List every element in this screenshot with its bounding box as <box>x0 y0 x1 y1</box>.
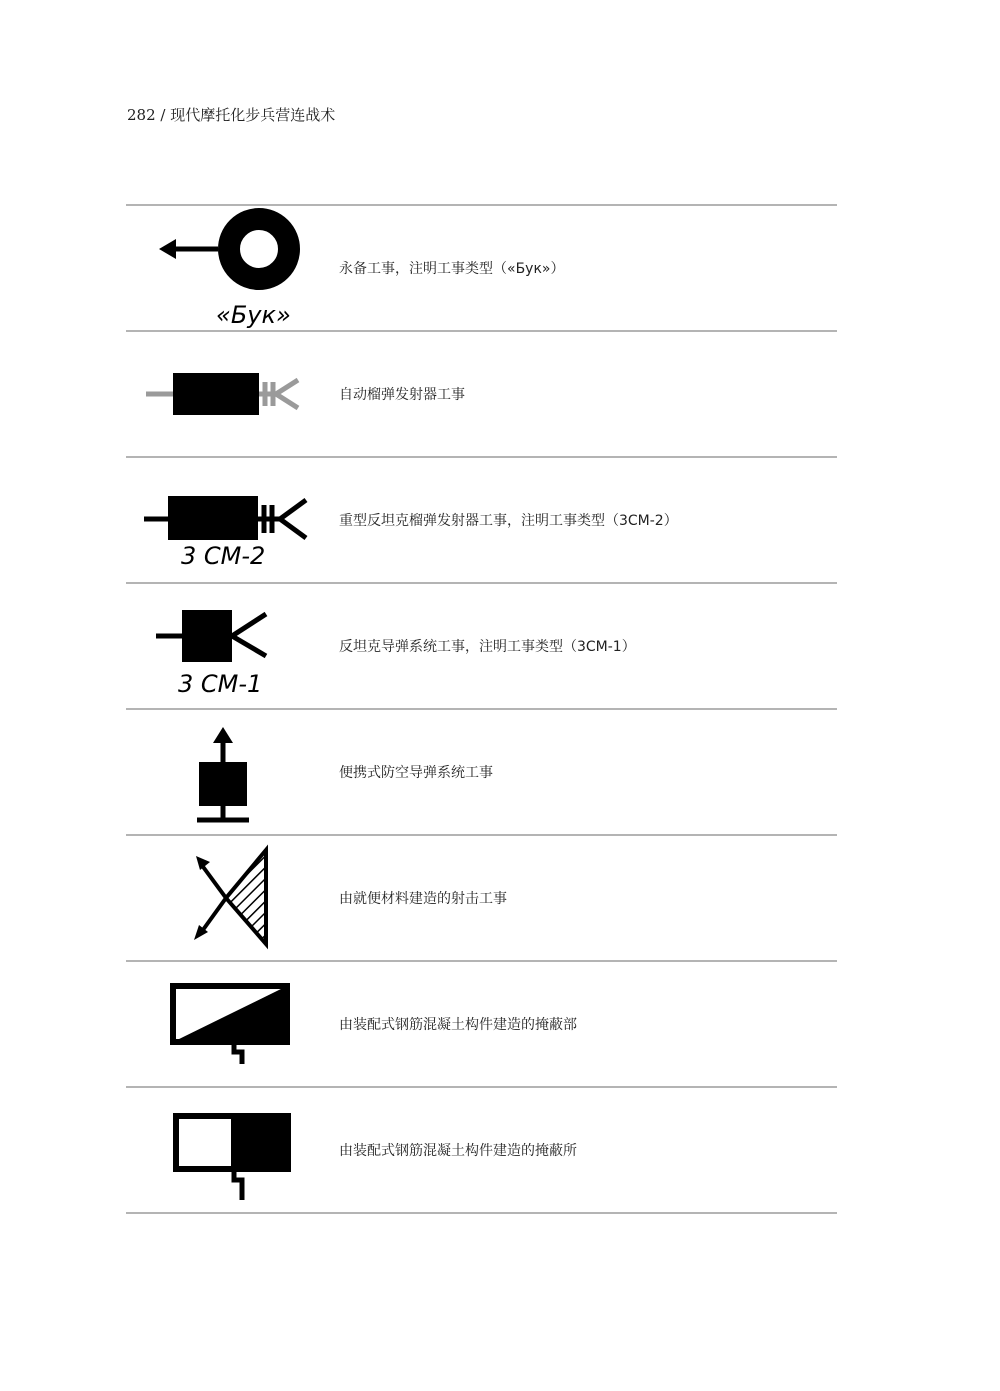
row-description: 由装配式钢筋混凝土构件建造的掩蔽部 <box>339 1017 577 1033</box>
heavy-antitank-grenade-launcher-icon <box>126 458 326 582</box>
row-description: 自动榴弹发射器工事 <box>339 387 465 403</box>
symbol-label: 3 СМ-1 <box>178 670 263 698</box>
table-row <box>126 456 837 582</box>
antitank-missile-icon <box>126 584 326 708</box>
automatic-grenade-launcher-icon <box>126 332 326 456</box>
page-header: 282 / 现代摩托化步兵营连战术 <box>127 106 336 124</box>
table-row <box>126 1086 837 1214</box>
row-description: 由就便材料建造的射击工事 <box>339 891 507 907</box>
prefab-concrete-refuge-icon <box>126 1088 326 1212</box>
table-row <box>126 204 837 330</box>
row-description: 永备工事，注明工事类型（«Бук»） <box>339 261 565 277</box>
symbol-table <box>126 204 837 1214</box>
symbol-label: 3 СМ-2 <box>181 542 266 570</box>
table-row <box>126 960 837 1086</box>
table-row <box>126 708 837 834</box>
row-description: 便携式防空导弹系统工事 <box>339 765 493 781</box>
row-description: 重型反坦克榴弹发射器工事，注明工事类型（3СМ-2） <box>339 513 678 529</box>
table-row <box>126 330 837 456</box>
table-row <box>126 834 837 960</box>
row-description: 反坦克导弹系统工事，注明工事类型（3СМ-1） <box>339 639 636 655</box>
symbol-label: «Бук» <box>216 301 291 329</box>
firing-position-local-materials-icon <box>126 836 326 960</box>
row-description: 由装配式钢筋混凝土构件建造的掩蔽所 <box>339 1143 577 1159</box>
prefab-concrete-shelter-icon <box>126 962 326 1086</box>
portable-air-defense-missile-icon <box>126 710 326 834</box>
table-row <box>126 582 837 708</box>
permanent-fortification-icon <box>126 206 326 330</box>
